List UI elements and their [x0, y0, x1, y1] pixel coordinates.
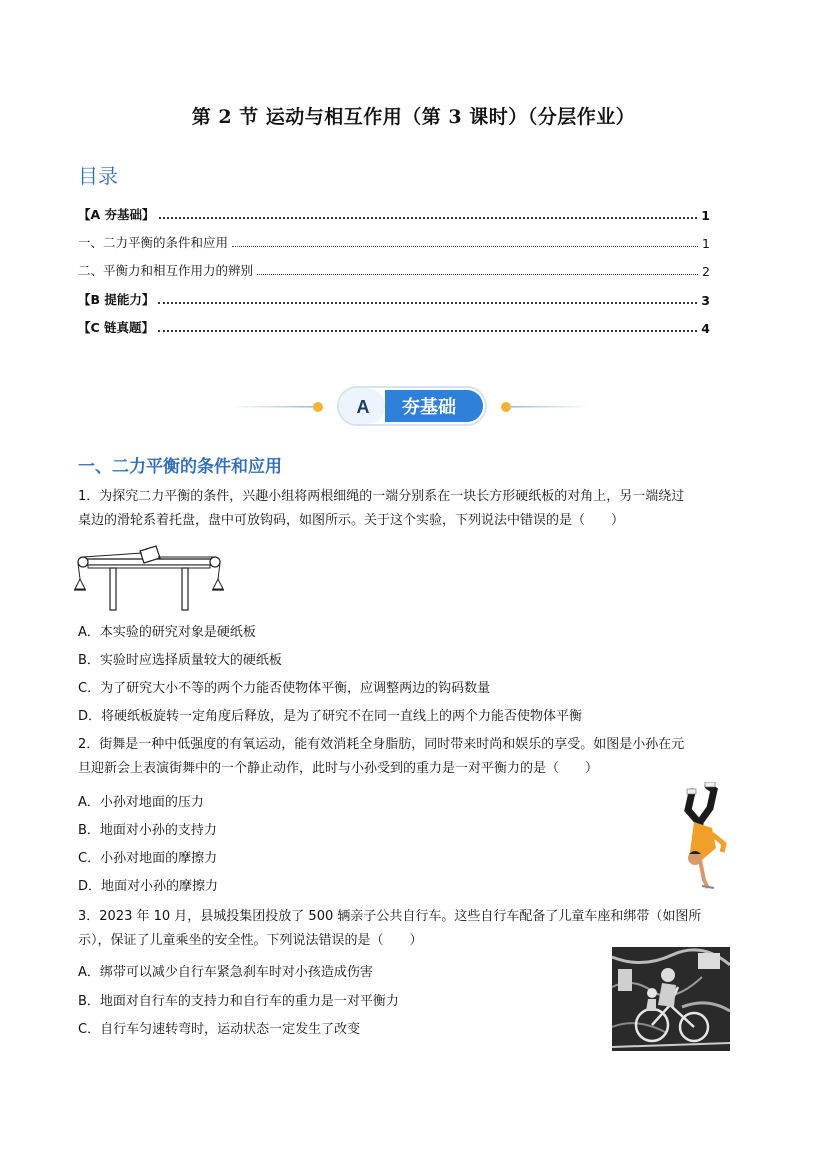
- toc-item-b[interactable]: [78, 288, 710, 308]
- section-heading: 一、二力平衡的条件和应用: [78, 457, 282, 477]
- section-banner: [230, 384, 590, 430]
- toc-leader: [158, 302, 697, 304]
- q2-option-b[interactable]: B．地面对小孙的支持力: [78, 823, 217, 838]
- banner-line-right: [510, 406, 590, 408]
- q1-option-d[interactable]: D．将硬纸板旋转一定角度后释放，是为了研究不在同一直线上的两个力能否使物体平衡: [78, 709, 583, 724]
- toc-item-a[interactable]: [78, 203, 710, 223]
- toc-item-page: 4: [701, 321, 710, 336]
- q1-option-b[interactable]: B．实验时应选择质量较大的硬纸板: [78, 653, 282, 668]
- q2-option-a[interactable]: A．小孙对地面的压力: [78, 795, 204, 810]
- toc-item-label: 一、二力平衡的条件和应用: [78, 235, 229, 250]
- toc-leader: [257, 274, 698, 275]
- toc-item-label: 【C 链真题】: [78, 320, 155, 335]
- toc-item-label: 二、平衡力和相互作用力的辨别: [78, 263, 254, 278]
- toc-item-2[interactable]: [78, 259, 710, 279]
- toc-item-page: 3: [701, 293, 710, 308]
- breakdancer-figure: [678, 782, 736, 892]
- stem-line: 旦迎新会上表演街舞中的一个静止动作，此时与小孙受到的重力是一对平衡力的是（ ）: [78, 761, 599, 776]
- banner-label: 夯基础: [402, 397, 456, 418]
- question-1-stem: [78, 485, 738, 533]
- toc-item-label: 【B 提能力】: [78, 292, 155, 307]
- toc-item-c[interactable]: [78, 316, 710, 336]
- q3-option-a[interactable]: A．绑带可以减少自行车紧急刹车时对小孩造成伤害: [78, 965, 373, 980]
- q3-option-b[interactable]: B．地面对自行车的支持力和自行车的重力是一对平衡力: [78, 994, 399, 1009]
- toc-item-label: 【A 夯基础】: [78, 207, 155, 222]
- toc-item-page: 1: [701, 208, 710, 223]
- stem-line: 3．2023 年 10 月，县城投集团投放了 500 辆亲子公共自行车。这些自行车配备了儿童车座和绑带（如图所: [78, 909, 702, 924]
- q2-option-c[interactable]: C．小孙对地面的摩擦力: [78, 851, 218, 866]
- question-3-stem: [78, 905, 738, 953]
- q2-option-d[interactable]: D．地面对小孙的摩擦力: [78, 879, 219, 894]
- question-2-stem: [78, 733, 738, 781]
- toc-leader: [159, 217, 698, 219]
- toc-item-1[interactable]: [78, 231, 710, 251]
- toc-item-page: 1: [702, 236, 710, 251]
- stem-line: 示），保证了儿童乘坐的安全性。下列说法错误的是（ ）: [78, 933, 423, 948]
- banner-dot-right: [501, 402, 511, 412]
- stem-line: 2．街舞是一种中低强度的有氧运动，能有效消耗全身脂肪，同时带来时尚和娱乐的享受。如图是小孙在元: [78, 737, 685, 752]
- toc-heading: 目录: [78, 164, 118, 188]
- banner-letter: A: [356, 397, 370, 417]
- stem-line: 桌边的滑轮系着托盘，盘中可放钩码，如图所示。关于这个实验，下列说法中错误的是（ ）: [78, 513, 625, 528]
- banner-dot-left: [313, 402, 323, 412]
- stem-line: 1．为探究二力平衡的条件，兴趣小组将两根细绳的一端分别系在一块长方形硬纸板的对角上，另一端绕过: [78, 489, 685, 504]
- toc-leader: [158, 330, 697, 332]
- q1-option-c[interactable]: C．为了研究大小不等的两个力能否使物体平衡，应调整两边的钩码数量: [78, 681, 491, 696]
- q1-option-a[interactable]: A．本实验的研究对象是硬纸板: [78, 625, 256, 640]
- banner-line-left: [230, 406, 314, 408]
- toc-leader: [232, 246, 698, 247]
- toc-item-page: 2: [702, 264, 710, 279]
- document-title: 第 2 节 运动与相互作用（第 3 课时）（分层作业）: [191, 106, 636, 128]
- experiment-figure: [74, 545, 224, 615]
- bicycle-photo: [612, 947, 730, 1051]
- q3-option-c[interactable]: C．自行车匀速转弯时，运动状态一定发生了改变: [78, 1022, 361, 1037]
